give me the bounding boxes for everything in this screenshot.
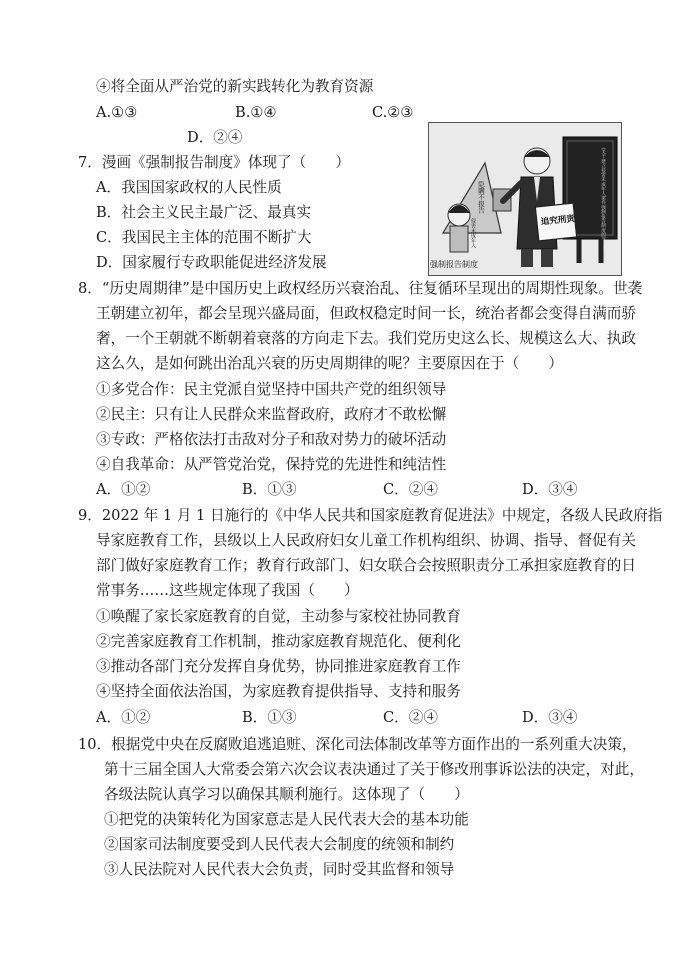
q8-item-2: ②民主：只有让人民群众来监督政府，政府才不敢松懈: [96, 406, 447, 423]
q8-stem-line-1: 8．“历史周期律”是中国历史上政权经历兴衰治乱、往复循环呈现出的周期性现象。世袭: [78, 280, 643, 297]
q9-stem-line-2: 导家庭教育工作，县级以上人民政府妇女儿童工作机构组织、协调、指导、督促有关: [96, 532, 636, 549]
q6-option-b: B.①④: [235, 104, 277, 121]
sign-text: 追究刑责: [540, 214, 576, 228]
q10-stem-line-3: 各级法院认真学习以确保其顺利施行。这体现了（ ）: [104, 786, 469, 803]
q9-stem-line-4: 常事务……这些规定体现了我国（ ）: [96, 582, 359, 599]
q6-option-d: D．②④: [187, 129, 243, 146]
q9-item-2: ②完善家庭教育工作机制，推动家庭教育规范化、便利化: [96, 633, 461, 650]
q8-stem-line-2: 王朝建立初年，都会呈现兴盛局面，但政权稳定时间一长，统治者都会变得自满而骄: [96, 305, 636, 322]
q10-stem-line-2: 第十三届全国人大常委会第六次会议表决通过了关于修改刑事诉讼法的决定，对此，: [104, 761, 644, 778]
q6-item-4: ④将全面从严治党的新实践转化为教育资源: [96, 78, 374, 95]
q10-item-2: ②国家司法制度要受到人民代表大会制度的统领和制约: [104, 836, 455, 853]
cartoon-drawing: [429, 123, 621, 275]
q9-option-a: A．①②: [96, 709, 151, 726]
q8-item-3: ③专政：严格依法打击敌对分子和敌对势力的破坏活动: [96, 431, 447, 448]
q9-stem-line-3: 部门做好家庭教育工作；教育行政部门、妇女联合会按照职责分工承担家庭教育的日: [96, 557, 636, 574]
cartoon-illustration: [428, 122, 622, 276]
q8-stem-line-3: 奢，一个王朝就不断朝着衰落的方向走下去。我们党历史这么长、规模这么大、执政: [96, 330, 636, 347]
q9-option-c: C．②④: [383, 709, 438, 726]
q7-option-a: A．我国国家政权的人民性质: [96, 179, 282, 196]
q6-option-c: C.②③: [372, 104, 414, 121]
q7-option-d: D．国家履行专政职能促进经济发展: [96, 254, 327, 271]
q9-stem-line-1: 9．2022 年 1 月 1 日施行的《中华人民共和国家庭教育促进法》中规定，各级人民政府指: [78, 507, 663, 524]
q9-item-3: ③推动各部门充分发挥自身优势，协同推进家庭教育工作: [96, 658, 461, 675]
q8-item-4: ④自我革命：从严管党治党，保持党的先进性和纯洁性: [96, 456, 447, 473]
q10-stem-line-1: 10．根据党中央在反腐败追逃追赃、深化司法体制改革等方面作出的一系列重大决策，: [78, 736, 637, 753]
q8-option-c: C．②④: [383, 481, 438, 498]
q8-stem-line-4: 这么久，是如何跳出治乱兴衰的历史周期律的呢？主要原因在于（ ）: [96, 355, 564, 372]
q9-option-b: B．①③: [242, 709, 297, 726]
q9-option-d: D．③④: [522, 709, 578, 726]
law-book-text: 《关于建立侵害未成年人案件强制报告制度的意见（试行）》: [600, 145, 606, 267]
q9-item-4: ④坚持全面依法治国，为家庭教育提供指导、支持和服务: [96, 683, 461, 700]
q9-item-1: ①唤醒了家长家庭教育的自觉，主动参与家校社协同教育: [96, 608, 461, 625]
megaphone-label: 隐瞒不报告: [477, 181, 485, 214]
q8-item-1: ①多党合作：民主党派自觉坚持中国共产党的组织领导: [96, 381, 447, 398]
q7-option-b: B．社会主义民主最广泛、最真实: [96, 204, 312, 221]
q6-option-a: A.①③: [96, 104, 138, 121]
cartoon-caption: 强制报告制度: [430, 260, 478, 269]
q7-option-c: C．我国民主主体的范围不断扩大: [96, 229, 312, 246]
q7-stem: 7．漫画《强制报告制度》体现了（ ）: [78, 154, 350, 171]
q10-item-3: ③人民法院对人民代表大会负责，同时受其监督和领导: [104, 861, 455, 878]
q8-option-d: D．③④: [522, 481, 578, 498]
q8-option-b: B．①③: [242, 481, 297, 498]
q8-option-a: A．①②: [96, 481, 151, 498]
q10-item-1: ①把党的决策转化为国家意志是人民代表大会的基本功能: [104, 811, 469, 828]
child-tag: 侵害未成年人: [470, 218, 476, 248]
